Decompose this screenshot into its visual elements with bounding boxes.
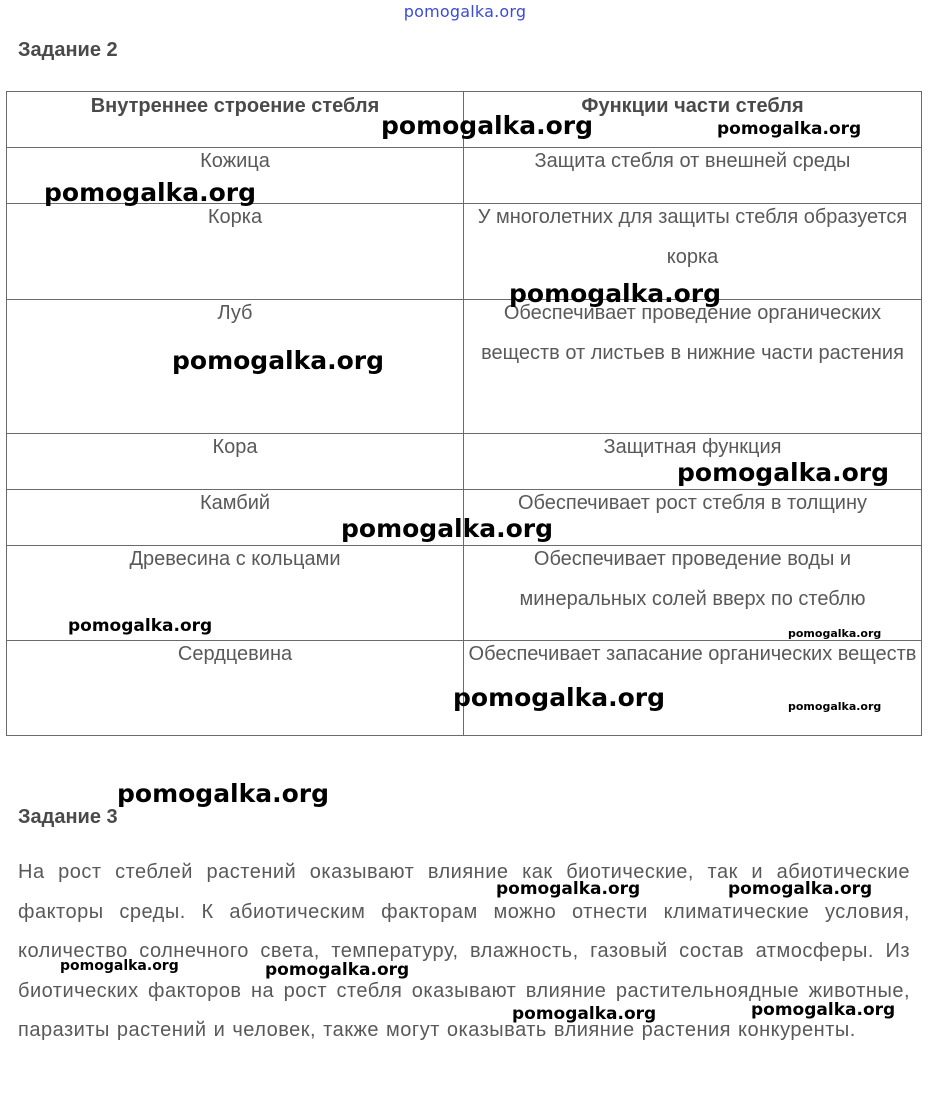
watermark: pomogalka.org <box>172 346 385 375</box>
function-cell: Защитная функция <box>464 434 922 490</box>
function-cell: Обеспечивает рост стебля в толщину <box>464 490 922 546</box>
function-cell: Защита стебля от внешней среды <box>464 148 922 204</box>
watermark: pomogalka.org <box>68 616 213 636</box>
watermark: pomogalka.org <box>44 178 257 207</box>
watermark: pomogalka.org <box>717 119 862 139</box>
part-cell: Камбий <box>7 490 464 546</box>
watermark: pomogalka.org <box>788 627 882 640</box>
function-cell: У многолетних для защиты стебля образуется корка <box>464 204 922 300</box>
task-3-title: Задание 3 <box>18 806 118 828</box>
header-structure: Внутреннее строение стебля <box>7 92 464 148</box>
watermark: pomogalka.org <box>381 111 594 140</box>
watermark: pomogalka.org <box>453 683 666 712</box>
watermark: pomogalka.org <box>60 958 179 974</box>
task-3-paragraph: На рост стеблей растений оказывают влияние как биотические, так и абиотические факторы среды. К абиотическим факторам можно отнести климатические условия, количество солнечного света, температуру, влажность, газовый состав атмосферы. Из биотических факторов на рост стебля оказывают влияние растительноядные животные, паразиты растений и человек, также могут оказывать влияние растения конкуренты. <box>18 861 910 1041</box>
watermark: pomogalka.org <box>117 779 330 808</box>
watermark: pomogalka.org <box>341 514 554 543</box>
watermark: pomogalka.org <box>496 879 641 899</box>
function-cell: Обеспечивает проведение воды и минеральных солей вверх по стеблю <box>464 546 922 641</box>
watermark: pomogalka.org <box>509 279 722 308</box>
part-cell: Древесина с кольцами <box>7 546 464 641</box>
function-cell: Обеспечивает проведение органических веществ от листьев в нижние части растения <box>464 300 922 434</box>
site-link[interactable]: pomogalka.org <box>403 2 527 21</box>
part-cell: Луб <box>7 300 464 434</box>
watermark: pomogalka.org <box>512 1004 657 1024</box>
table-row <box>7 204 922 300</box>
part-cell: Корка <box>7 204 464 300</box>
part-cell: Сердцевина <box>7 641 464 736</box>
watermark: pomogalka.org <box>788 700 882 713</box>
table-row <box>7 300 922 434</box>
task-2-title: Задание 2 <box>18 39 118 61</box>
function-cell: Обеспечивает запасание органических веществ <box>464 641 922 736</box>
part-cell: Кожица <box>7 148 464 204</box>
header-function: Функции части стебля <box>464 92 922 148</box>
watermark: pomogalka.org <box>677 458 890 487</box>
watermark: pomogalka.org <box>751 1000 896 1020</box>
watermark: pomogalka.org <box>265 960 410 980</box>
part-cell: Кора <box>7 434 464 490</box>
watermark: pomogalka.org <box>728 879 873 899</box>
